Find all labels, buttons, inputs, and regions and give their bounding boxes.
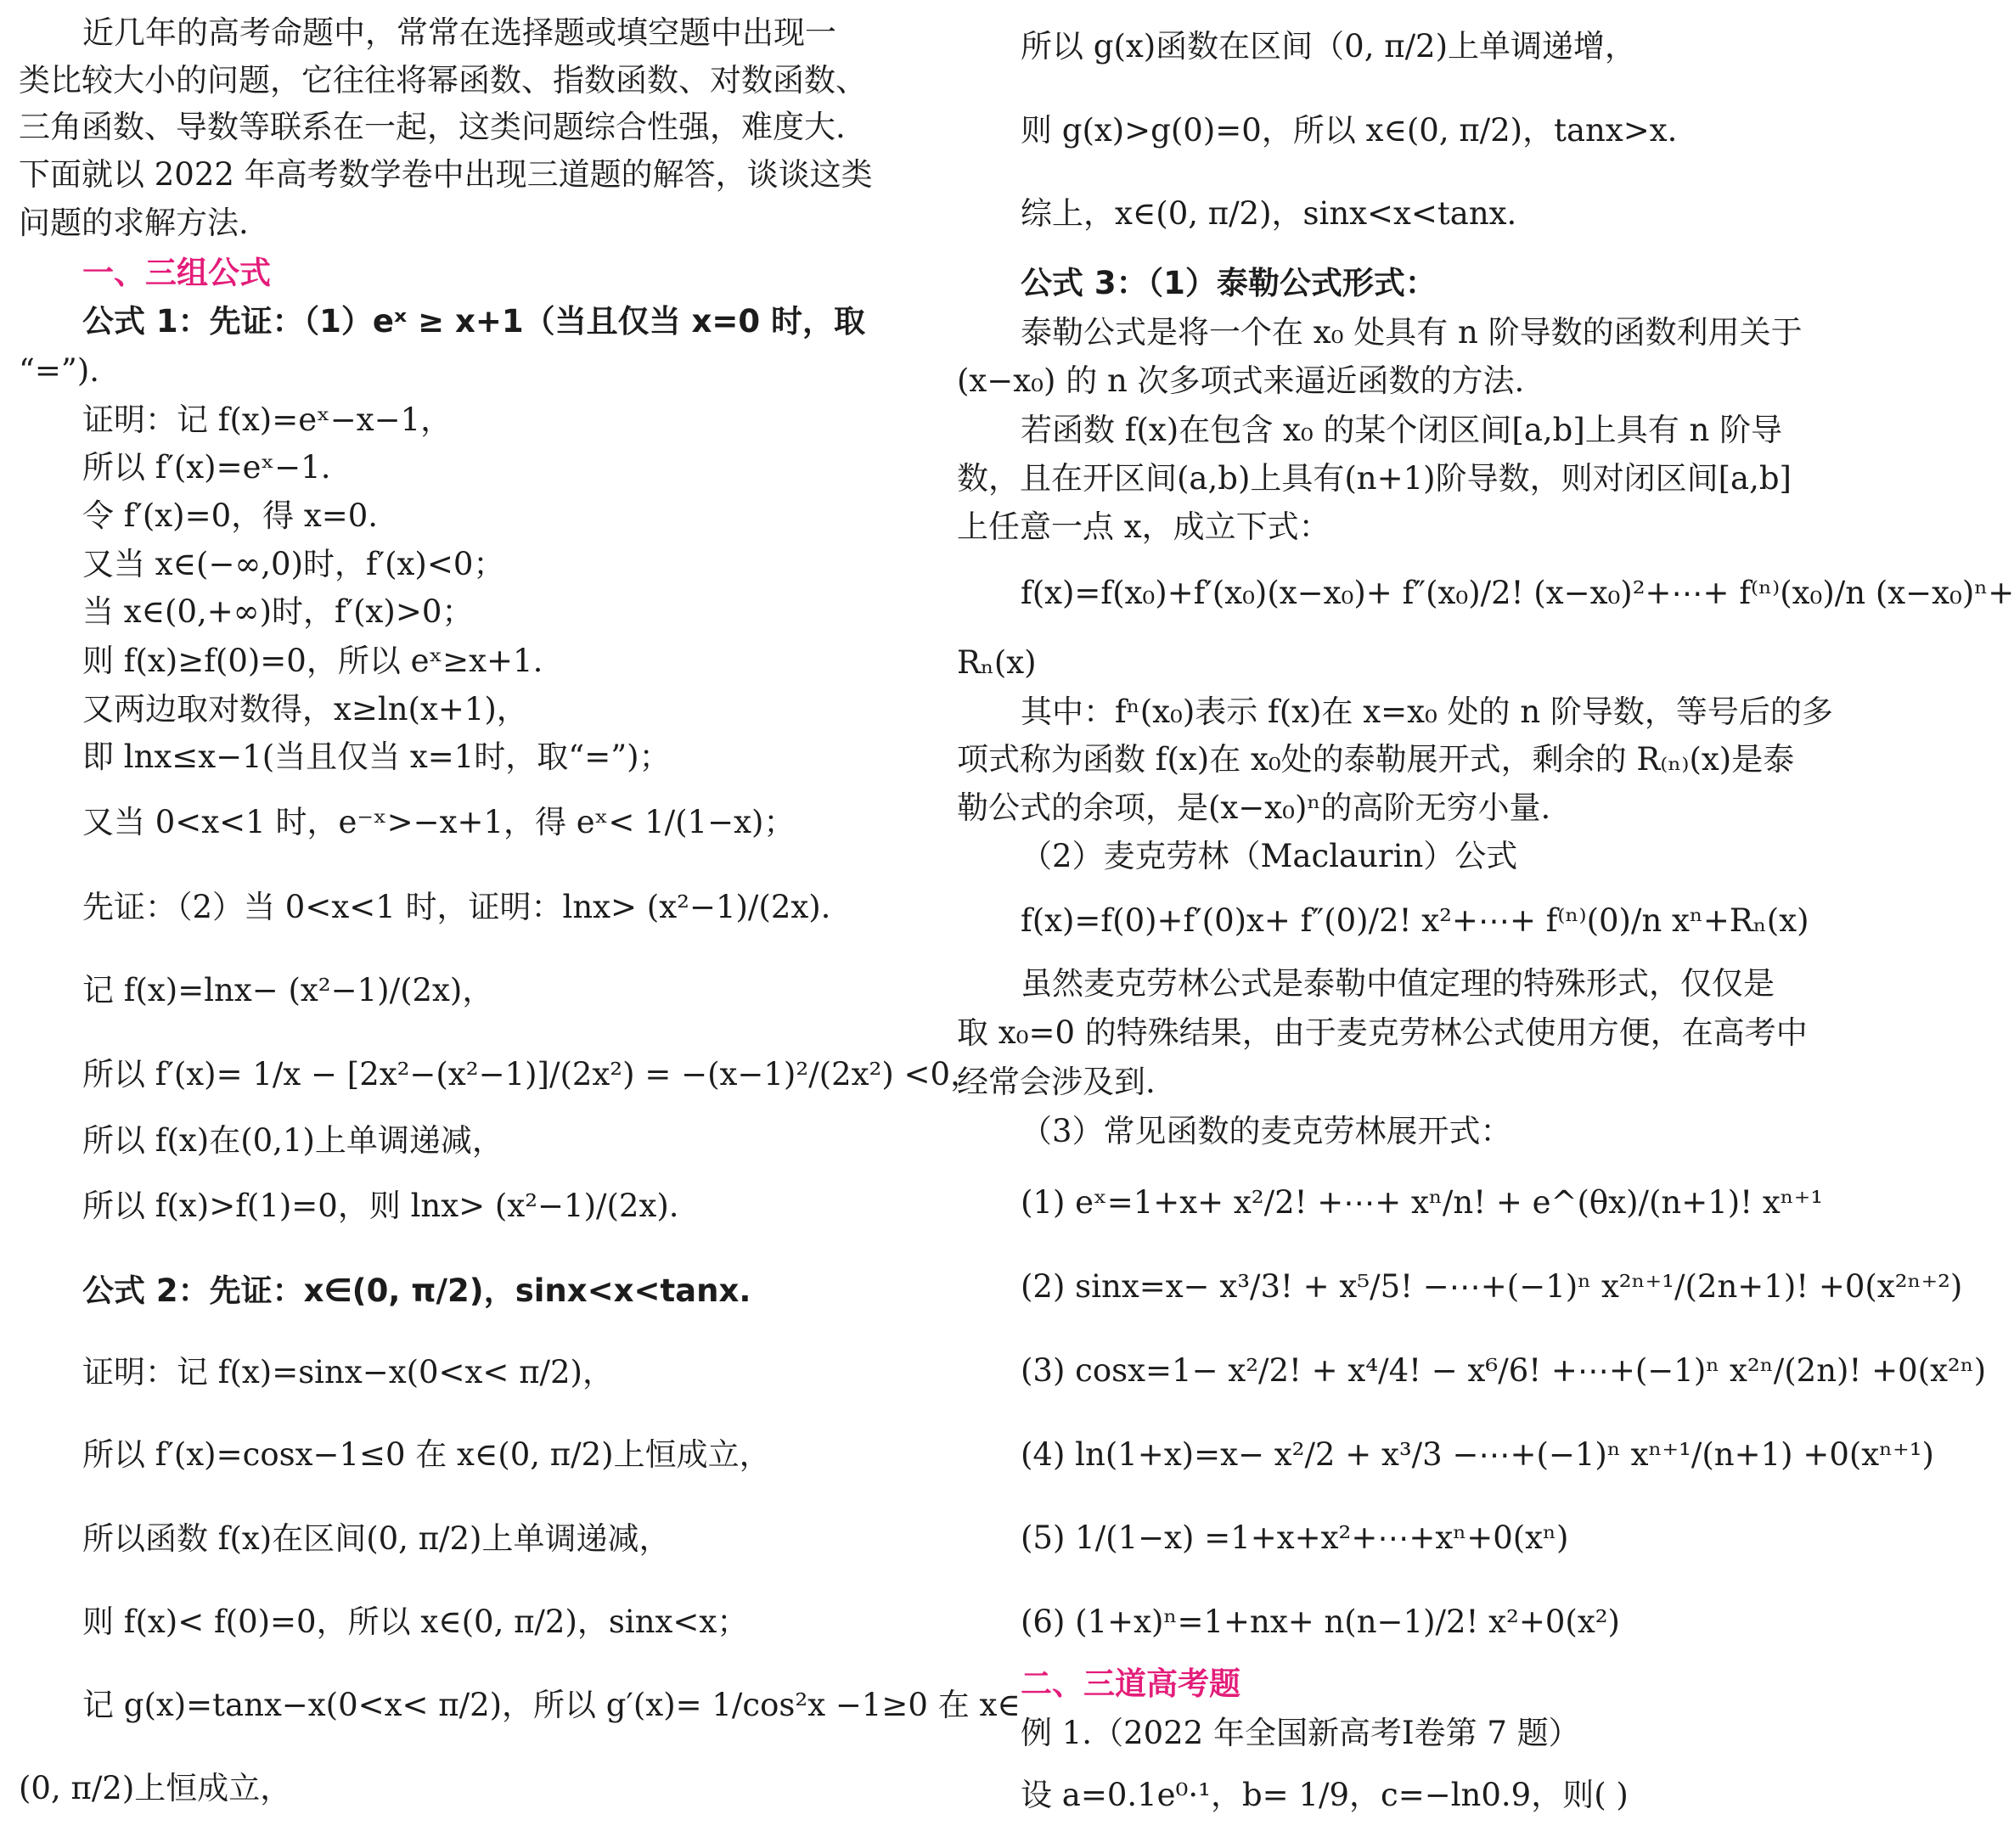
right-line: 项式称为函数 f(x)在 x₀处的泰勒展开式，剩余的 R₍ₙ₎(x)是泰 xyxy=(957,741,1795,778)
right-line: 虽然麦克劳林公式是泰勒中值定理的特殊形式，仅仅是 xyxy=(1021,965,1775,1002)
right-line: (4) ln(1+x)=x− x²/2 + x³/3 −⋯+(−1)ⁿ xⁿ⁺¹/(n+1) +0(xⁿ⁺¹) xyxy=(1021,1436,1934,1473)
left-line: 所以 f′(x)=cosx−1≤0 在 x∈(0, π/2)上恒成立， xyxy=(82,1436,771,1473)
right-line: (2) sinx=x− x³/3! + x⁵/5! −⋯+(−1)ⁿ x²ⁿ⁺¹/(2n+1)! +0(x²ⁿ⁺²) xyxy=(1021,1268,1963,1305)
left-line: 又当 0<x<1 时，e⁻ˣ>−x+1，得 eˣ< 1/(1−x)； xyxy=(82,804,796,840)
right-line: 泰勒公式是将一个在 x₀ 处具有 n 阶导数的函数利用关于 xyxy=(1021,314,1803,351)
right-line: Rₙ(x) xyxy=(957,644,1037,681)
left-line: 记 f(x)=lnx− (x²−1)/(2x)， xyxy=(82,972,494,1008)
right-line: (3) cosx=1− x²/2! + x⁴/4! − x⁶/6! +⋯+(−1)ⁿ x²ⁿ/(2n)! +0(x²ⁿ) xyxy=(1021,1352,1987,1389)
left-line: 又两边取对数得，x≥ln(x+1)， xyxy=(82,691,528,727)
right-line: 若函数 f(x)在包含 x₀ 的某个闭区间[a,b]上具有 n 阶导 xyxy=(1021,412,1783,448)
left-line: 所以函数 f(x)在区间(0, π/2)上单调递减， xyxy=(82,1520,671,1557)
right-line: (1) eˣ=1+x+ x²/2! +⋯+ xⁿ/n! + e^(θx)/(n+1)! xⁿ⁺¹ xyxy=(1021,1184,1824,1221)
left-line: 类比较大小的问题，它往往将幂函数、指数函数、对数函数、 xyxy=(19,62,867,98)
right-line: (6) (1+x)ⁿ=1+nx+ n(n−1)/2! x²+0(x²) xyxy=(1021,1604,1620,1640)
left-line: 证明：记 f(x)=sinx−x(0<x< π/2)， xyxy=(82,1354,614,1390)
left-line: 记 g(x)=tanx−x(0<x< π/2)，所以 g′(x)= 1/cos²x −1≥0 在 x∈ xyxy=(82,1687,1021,1723)
left-line: 令 f′(x)=0，得 x=0. xyxy=(82,497,379,534)
right-line: f(x)=f(x₀)+f′(x₀)(x−x₀)+ f″(x₀)/2! (x−x₀)²+⋯+ f⁽ⁿ⁾(x₀)/n (x−x₀)ⁿ+ xyxy=(1021,575,2014,611)
left-line: 则 f(x)< f(0)=0，所以 x∈(0, π/2)，sinx<x； xyxy=(82,1604,749,1640)
left-line: 证明：记 f(x)=eˣ−x−1， xyxy=(82,402,453,438)
left-line: 近几年的高考命题中，常常在选择题或填空题中出现一 xyxy=(82,14,836,51)
left-line: 所以 f′(x)=eˣ−1. xyxy=(82,449,331,486)
right-line: 例 1.（2022 年全国新高考Ⅰ卷第 7 题） xyxy=(1021,1715,1580,1751)
left-line: 所以 f(x)>f(1)=0，则 lnx> (x²−1)/(2x). xyxy=(82,1188,679,1224)
right-line: 勒公式的余项，是(x−x₀)ⁿ的高阶无穷小量. xyxy=(957,789,1551,826)
right-line: 所以 g(x)函数在区间（0, π/2)上单调递增， xyxy=(1021,28,1637,65)
right-line: 上任意一点 x，成立下式： xyxy=(957,508,1330,545)
left-line: 则 f(x)≥f(0)=0，所以 eˣ≥x+1. xyxy=(82,643,543,679)
left-line: 公式 2：先证：x∈(0, π/2)，sinx<x<tanx. xyxy=(82,1272,751,1309)
right-line: f(x)=f(0)+f′(0)x+ f″(0)/2! x²+⋯+ f⁽ⁿ⁾(0)/n xⁿ+Rₙ(x) xyxy=(1021,902,1809,939)
left-line: (0, π/2)上恒成立， xyxy=(19,1770,292,1806)
left-line: 一、三组公式 xyxy=(82,255,271,291)
left-line: “=”). xyxy=(19,352,100,389)
left-line: 又当 x∈(−∞,0)时，f′(x)<0； xyxy=(82,546,505,582)
right-line: (5) 1/(1−x) =1+x+x²+⋯+xⁿ+0(xⁿ) xyxy=(1021,1519,1569,1556)
right-line: （2）麦克劳林（Maclaurin）公式 xyxy=(1021,838,1518,874)
right-line: 则 g(x)>g(0)=0，所以 x∈(0, π/2)，tanx>x. xyxy=(1021,112,1678,149)
right-line: 综上，x∈(0, π/2)，sinx<x<tanx. xyxy=(1021,195,1517,232)
left-line: 当 x∈(0,+∞)时，f′(x)>0； xyxy=(82,593,474,630)
left-line: 三角函数、导数等联系在一起，这类问题综合性强，难度大. xyxy=(19,109,846,145)
left-line: 所以 f′(x)= 1/x − [2x²−(x²−1)]/(2x²) = −(x−1)²/(2x²) <0， xyxy=(82,1056,982,1093)
left-line: 公式 1：先证：（1）eˣ ≥ x+1（当且仅当 x=0 时，取 xyxy=(82,303,865,340)
left-line: 问题的求解方法. xyxy=(19,205,249,241)
right-line: （3）常见函数的麦克劳林展开式： xyxy=(1021,1113,1512,1149)
left-line: 先证：（2）当 0<x<1 时，证明：lnx> (x²−1)/(2x). xyxy=(82,889,831,925)
left-line: 所以 f(x)在(0,1)上单调递减， xyxy=(82,1122,504,1159)
right-line: 其中：fⁿ(x₀)表示 f(x)在 x=x₀ 处的 n 阶导数，等号后的多 xyxy=(1021,694,1833,730)
right-line: 设 a=0.1e⁰·¹，b= 1/9，c=−ln0.9，则( ) xyxy=(1021,1777,1629,1813)
left-line: 即 lnx≤x−1(当且仅当 x=1时，取“=”)； xyxy=(82,739,671,775)
right-line: 公式 3：（1）泰勒公式形式： xyxy=(1021,265,1437,301)
right-line: 取 x₀=0 的特殊结果，由于麦克劳林公式使用方便，在高考中 xyxy=(957,1014,1808,1051)
right-line: 经常会涉及到. xyxy=(957,1064,1156,1100)
left-line: 下面就以 2022 年高考数学卷中出现三道题的解答，谈谈这类 xyxy=(19,156,873,193)
right-line: (x−x₀) 的 n 次多项式来逼近函数的方法. xyxy=(957,362,1525,399)
right-line: 数，且在开区间(a,b)上具有(n+1)阶导数，则对闭区间[a,b] xyxy=(957,460,1792,497)
right-line: 二、三道高考题 xyxy=(1021,1665,1240,1702)
